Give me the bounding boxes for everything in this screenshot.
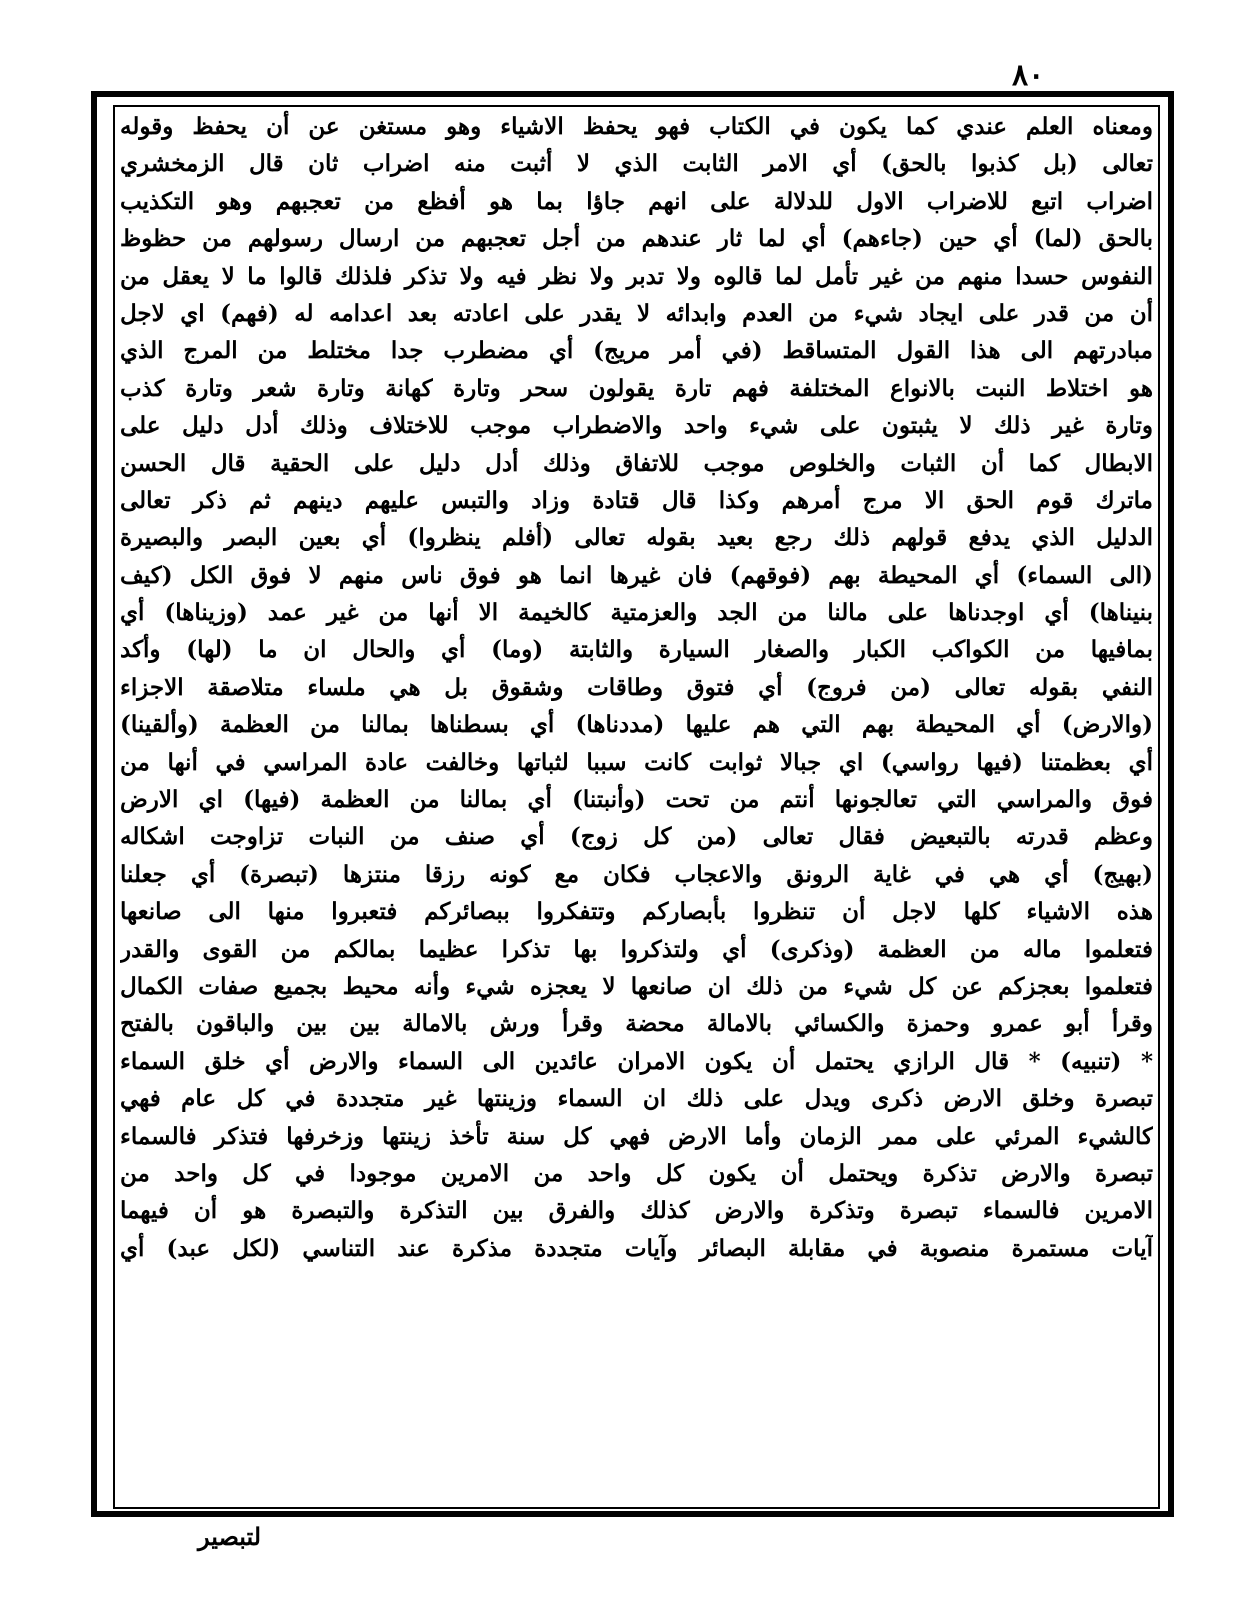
text-line: (بهيج) أي هي في غاية الرونق والاعجاب فكان مع كونه رزقا منتزها (تبصرة) أي جعلنا (120, 860, 1153, 888)
text-line: وعظم قدرته بالتبعيض فقال تعالى (من كل زوج) أي صنف من النبات تزاوجت اشكاله (120, 823, 1153, 851)
text-line: النفوس حسدا منهم من غير تأمل لما قالوه ولا تدبر ولا نظر فيه ولا تذكر فلذلك قالوا ما لا يعقل من (120, 262, 1153, 290)
text-line: فتعلموا بعجزكم عن كل شيء من ذلك ان صانعها لا يعجزه شيء وأنه محيط بجميع صفات الكمال (120, 972, 1153, 1000)
text-line: كالشيء المرئي على ممر الزمان وأما الارض فهي كل سنة تأخذ زينتها وزخرفها فتذكر فالسماء (120, 1122, 1153, 1150)
text-line (120, 1342, 1153, 1379)
text-line (120, 1305, 1153, 1342)
text-line (120, 1379, 1153, 1416)
text-line: تبصرة وخلق الارض ذكرى ويدل على ذلك ان السماء وزينتها غير متجددة في كل عام فهي (120, 1085, 1153, 1113)
text-line: ماترك قوم الحق الا مرج أمرهم وكذا قال قتادة وزاد والتبس عليهم دينهم ثم ذكر تعالى (120, 486, 1153, 514)
text-line: وقرأ أبو عمرو وحمزة والكسائي بالامالة محضة وقرأ ورش بالامالة بين بين والباقون بالفتح (120, 1010, 1153, 1038)
text-line: الابطال كما أن الثبات والخلوص موجب للاتفاق وذلك أدل دليل على الحقية قال الحسن (120, 449, 1153, 477)
text-line: أي بعظمتنا (فيها رواسي) اي جبالا ثوابت كانت سببا لثباتها وخالفت عادة المراسي في أنها من (120, 748, 1153, 776)
text-line: مبادرتهم الى هذا القول المتساقط (في أمر مريج) أي مضطرب جدا مختلط من المرج الذي (120, 337, 1153, 365)
text-line: ومعناه العلم عندي كما يكون في الكتاب فهو يحفظ الاشياء وهو مستغن عن أن يحفظ وقوله (120, 113, 1153, 140)
text-line: تعالى (بل كذبوا بالحق) أي الامر الثابت الذي لا أثبت منه اضراب ثان قال الزمخشري (120, 150, 1153, 178)
text-line: بنيناها) أي اوجدناها على مالنا من الجد والعزمتية كالخيمة الا أنها من غير عمد (وزيناها) أي (120, 599, 1153, 627)
text-line (120, 1267, 1153, 1304)
text-line: فوق والمراسي التي تعالجونها أنتم من تحت (وأنبتنا) أي بمالنا من العظمة (فيها) اي الارض (120, 786, 1153, 814)
text-line: بمافيها من الكواكب الكبار والصغار السيارة والثابتة (وما) أي والحال ان ما (لها) وأكد (120, 636, 1153, 664)
text-line: الامرين فالسماء تبصرة وتذكرة والارض كذلك والفرق بين التذكرة والتبصرة هو أن فيهما (120, 1197, 1153, 1225)
text-line: (الى السماء) أي المحيطة بهم (فوقهم) فان غيرها انما هو فوق ناس منهم لا فوق الكل (كيف (120, 561, 1153, 589)
page-number: ٨٠ (1012, 58, 1045, 93)
catchword: لتبصير (198, 1522, 262, 1551)
text-line: بالحق (لما) أي حين (جاءهم) أي لما ثار عندهم من أجل تعجبهم من ارسال رسولهم من حظوظ (120, 225, 1153, 253)
text-line (120, 1417, 1153, 1454)
text-line: * (تنبيه) * قال الرازي يحتمل أن يكون الامران عائدين الى السماء والارض أي خلق السماء (120, 1047, 1153, 1075)
text-line: هذه الاشياء كلها لاجل أن تنظروا بأبصاركم وتتفكروا ببصائركم فتعبروا منها الى صانعها (120, 898, 1153, 926)
text-line: آيات مستمرة منصوبة في مقابلة البصائر وآيات متجددة مذكرة عند التناسي (لكل عبد) أي (120, 1234, 1153, 1262)
text-line: اضراب اتبع للاضراب الاول للدلالة على انهم جاؤا بما هو أفظع من تعجبهم وهو التكذيب (120, 187, 1153, 215)
text-line (120, 1454, 1153, 1491)
text-line: فتعلموا ماله من العظمة (وذكرى) أي ولتذكروا بها تذكرا عظيما بمالكم من القوى والقدر (120, 935, 1153, 963)
text-line: هو اختلاط النبت بالانواع المختلفة فهم تارة يقولون سحر وتارة كهانة وتارة شعر وتارة كذب (120, 374, 1153, 402)
text-line: تبصرة والارض تذكرة ويحتمل أن يكون كل واحد من الامرين موجودا في كل واحد من (120, 1159, 1153, 1187)
main-text-block (120, 108, 1153, 1491)
text-line: وتارة غير ذلك لا يثبتون على شيء واحد والاضطراب موجب للاختلاف وذلك أدل دليل على (120, 412, 1153, 440)
text-line: النفي بقوله تعالى (من فروج) أي فتوق وطاقات وشقوق بل هي ملساء متلاصقة الاجزاء (120, 673, 1153, 701)
text-line: الدليل الذي يدفع قولهم ذلك رجع بعيد بقوله تعالى (أفلم ينظروا) أي بعين البصر والبصيرة (120, 524, 1153, 552)
text-line: (والارض) أي المحيطة بهم التي هم عليها (مددناها) أي بسطناها بمالنا من العظمة (وألقينا) (120, 711, 1153, 739)
text-line: أن من قدر على ايجاد شيء من العدم وابدائه لا يقدر على اعادته بعد اعدامه له (فهم) اي لاجل (120, 299, 1153, 327)
